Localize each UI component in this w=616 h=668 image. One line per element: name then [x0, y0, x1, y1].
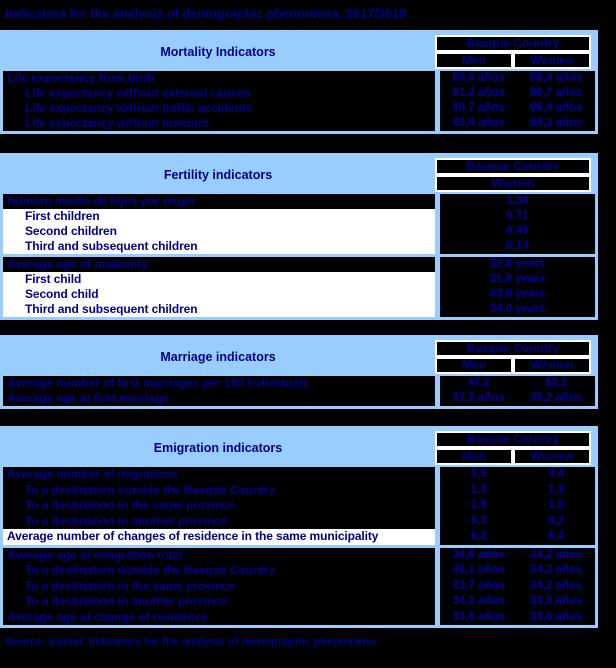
row-value: 32,8 years — [489, 258, 546, 270]
row-values — [435, 194, 595, 209]
row-value: 37,2 años — [452, 392, 505, 404]
column-header-men: Men — [435, 357, 513, 374]
row-values — [435, 224, 595, 239]
row-label: Second children — [3, 224, 435, 239]
row-value: 33,6 años — [452, 610, 505, 623]
column-header-women: Women — [513, 52, 591, 69]
row-values — [435, 610, 595, 626]
row-value: 47,2 — [467, 377, 490, 389]
row-values — [435, 391, 595, 406]
row-value: 80,6 años — [452, 72, 505, 84]
region-header: Basque Country — [435, 158, 591, 175]
region-header: Basque Country — [435, 35, 591, 52]
table-row — [3, 514, 595, 530]
emigration-table — [0, 426, 598, 628]
row-value: 3,5 — [470, 468, 487, 480]
table-row — [3, 116, 595, 131]
row-values — [435, 209, 595, 224]
row-label: Average number of migrations — [3, 467, 435, 483]
table-row — [3, 563, 595, 579]
table-row — [3, 498, 595, 514]
row-value: 0,49 — [506, 225, 529, 237]
value-columns-header — [435, 340, 591, 374]
row-value: 1,34 — [506, 195, 529, 207]
row-label: Average number of changes of residence in the same municipality — [3, 529, 435, 545]
table-body — [3, 467, 595, 625]
table-row — [3, 287, 595, 302]
row-values — [435, 483, 595, 499]
row-value: 34,6 años — [452, 548, 505, 561]
column-header-women: Women — [513, 448, 591, 465]
table-row — [3, 529, 595, 545]
row-value: 86,4 años — [530, 72, 583, 84]
table-row — [3, 594, 595, 610]
table-row — [3, 376, 595, 391]
row-value: 34,3 años — [530, 564, 583, 576]
row-value: 80,7 años — [452, 102, 505, 114]
section-title: Fertility indicators — [163, 168, 273, 182]
row-value: 0,71 — [506, 210, 529, 222]
row-value: 34,2 años — [530, 548, 583, 561]
row-value: 89,3 años — [530, 117, 583, 129]
row-value: 33,9 años — [530, 595, 583, 607]
row-label: To a destination in the same province — [3, 579, 435, 595]
table-header — [3, 156, 595, 194]
row-label: To a destination outside the Basque Country — [3, 563, 435, 579]
row-values — [435, 498, 595, 514]
table-row — [3, 71, 595, 86]
table-row — [3, 224, 595, 239]
row-label: Second child — [3, 287, 435, 302]
row-value: 34,2 años — [530, 579, 583, 592]
row-label: To a destination in another province — [3, 514, 435, 530]
page-title: Indicators for the analysis of demographic phenomena. 2017/2018 — [5, 6, 407, 21]
row-value: 0,14 — [506, 240, 529, 252]
row-value: 1,9 — [470, 499, 487, 511]
value-columns-header — [435, 158, 591, 192]
row-values — [435, 101, 595, 116]
row-value: 6,2 — [470, 530, 487, 542]
row-value: 6,4 — [548, 530, 565, 542]
row-value: 52,2 — [545, 377, 568, 389]
row-label: Average number of first marriages per 100 individuals — [3, 376, 435, 391]
row-label: Número medio de hijos por mujer — [3, 194, 435, 209]
section-title: Marriage indicators — [160, 350, 276, 364]
column-header-women: Women — [513, 357, 591, 374]
row-values — [435, 272, 595, 287]
table-row — [3, 239, 595, 254]
row-value: 85,0 años — [452, 117, 505, 129]
table-header — [3, 338, 595, 376]
row-value: 31,9 years — [489, 273, 546, 285]
fertility-table — [0, 153, 598, 320]
table-header — [3, 429, 595, 467]
value-columns-header — [435, 431, 591, 465]
row-label: To a destination in the same province — [3, 498, 435, 514]
row-value: 0,2 — [548, 514, 565, 527]
row-label: Average age at emigration total — [3, 548, 435, 564]
row-values — [435, 514, 595, 530]
row-label: To a destination in another province — [3, 594, 435, 610]
row-label: Life expectancy without external causes — [3, 86, 435, 101]
row-label: Life expectancy without traffic accidents — [3, 101, 435, 116]
section-title: Emigration indicators — [153, 441, 283, 455]
row-label: Third and subsequent children — [3, 302, 435, 317]
table-row — [3, 86, 595, 101]
column-header-men: Men — [435, 52, 513, 69]
table-row — [3, 254, 595, 272]
row-values — [435, 116, 595, 131]
table-row — [3, 209, 595, 224]
row-label: Average age at change of residence — [3, 610, 435, 626]
source-note: Source: Eustat. Indicators for the analysis of demographic phenomena — [5, 636, 376, 648]
row-values — [435, 529, 595, 545]
row-value: 3,4 — [548, 468, 565, 480]
row-value: 81,2 años — [452, 87, 505, 99]
table-row — [3, 467, 595, 483]
row-label: To a destination outside the Basque Country — [3, 483, 435, 499]
row-value: 86,7 años — [530, 87, 583, 99]
row-value: 33,9 years — [489, 288, 546, 300]
value-columns-header — [435, 35, 591, 69]
row-values — [435, 579, 595, 595]
region-header: Basque Country — [435, 431, 591, 448]
column-header-men: Men — [435, 448, 513, 465]
region-header: Basque Country — [435, 340, 591, 357]
table-row — [3, 579, 595, 595]
table-row — [3, 302, 595, 317]
row-value: 86,4 años — [530, 102, 583, 114]
row-values — [435, 71, 595, 86]
row-label: Average age at first marriage — [3, 391, 435, 406]
table-row — [3, 545, 595, 564]
table-body — [3, 71, 595, 131]
table-row — [3, 391, 595, 406]
row-values — [435, 287, 595, 302]
column-header-women: Women — [435, 175, 591, 192]
row-label: Third and subsequent children — [3, 239, 435, 254]
row-values — [435, 376, 595, 391]
table-body — [3, 376, 595, 406]
row-value: 34,2 años — [452, 595, 505, 607]
row-values — [435, 86, 595, 101]
row-values — [435, 302, 595, 317]
table-row — [3, 610, 595, 626]
row-label: Average age of maternity — [3, 257, 435, 272]
row-values — [435, 239, 595, 254]
table-row — [3, 272, 595, 287]
row-value: 34,0 years — [489, 303, 546, 315]
row-value: 33,7 años — [452, 579, 505, 592]
table-row — [3, 194, 595, 209]
row-value: 1,9 — [548, 499, 565, 511]
row-values — [435, 467, 595, 483]
row-value: 35,2 años — [530, 392, 583, 404]
row-value: 33,6 años — [530, 610, 583, 623]
table-body — [3, 194, 595, 317]
table-header — [3, 33, 595, 71]
row-value: 36,1 años — [452, 564, 505, 576]
row-value: 1,3 — [470, 483, 487, 496]
row-label: First children — [3, 209, 435, 224]
row-values — [435, 548, 595, 564]
row-label: Life expectancy from birth — [3, 71, 435, 86]
row-value: 1,3 — [548, 483, 565, 496]
section-title: Mortality Indicators — [160, 45, 276, 59]
marriage-table — [0, 335, 598, 409]
row-label: Life expectancy without tumours — [3, 116, 435, 131]
row-values — [435, 594, 595, 610]
table-row — [3, 101, 595, 116]
row-value: 0,3 — [470, 514, 487, 527]
mortality-table — [0, 30, 598, 134]
table-row — [3, 483, 595, 499]
row-values — [435, 257, 595, 272]
row-values — [435, 563, 595, 579]
row-label: First child — [3, 272, 435, 287]
